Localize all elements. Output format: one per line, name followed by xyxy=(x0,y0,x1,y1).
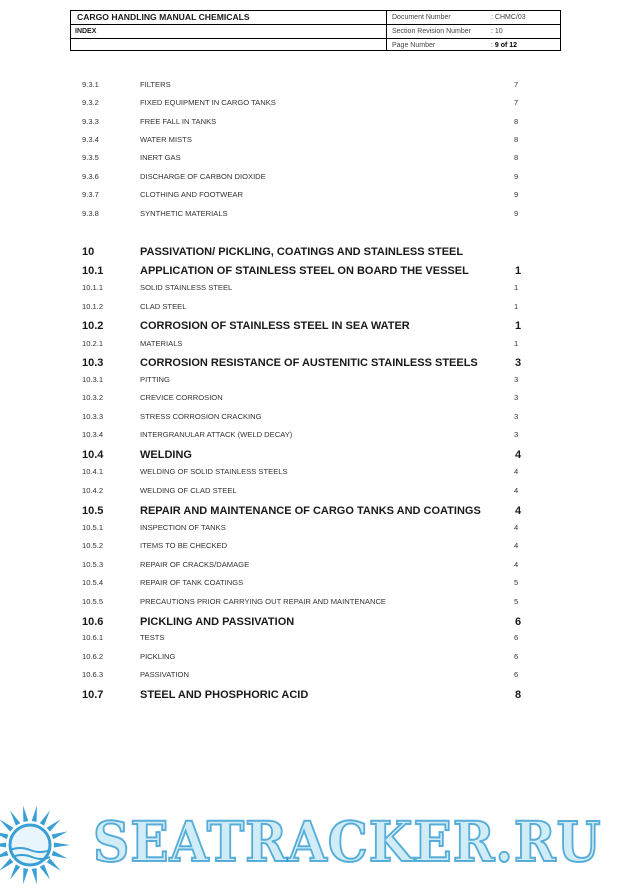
toc-title: WELDING OF SOLID STAINLESS STEELS xyxy=(140,467,288,476)
toc-title: PRECAUTIONS PRIOR CARRYING OUT REPAIR AND MAINTENANCE xyxy=(140,597,386,606)
toc-page: 1 xyxy=(514,283,519,292)
page-number-row xyxy=(387,39,560,52)
sun-ray xyxy=(23,806,28,822)
toc-num: 10.7 xyxy=(82,689,104,701)
toc-page: 6 xyxy=(514,652,519,661)
toc-num: 10.2 xyxy=(82,320,104,332)
toc-page: 1 xyxy=(514,302,519,311)
toc-num: 9.3.2 xyxy=(82,98,99,107)
toc-page: 8 xyxy=(514,135,519,144)
revision-value: : 10 xyxy=(491,28,503,35)
toc-title: APPLICATION OF STAINLESS STEEL ON BOARD THE VESSEL xyxy=(140,265,469,277)
manual-title: CARGO HANDLING MANUAL CHEMICALS xyxy=(71,11,386,25)
sun-ray xyxy=(23,868,28,884)
toc-title: SYNTHETIC MATERIALS xyxy=(140,209,228,218)
toc-page: 1 xyxy=(515,320,522,332)
page-number-prefix: : xyxy=(491,42,495,49)
doc-number-row xyxy=(387,11,560,25)
toc-title: CORROSION RESISTANCE OF AUSTENITIC STAINLESS STEELS xyxy=(140,357,478,369)
toc-title: DISCHARGE OF CARBON DIOXIDE xyxy=(140,172,266,181)
toc-title: STRESS CORROSION CRACKING xyxy=(140,412,262,421)
sun-ray xyxy=(52,831,68,839)
toc-num: 10.3 xyxy=(82,357,104,369)
toc-num: 10.5 xyxy=(82,505,104,517)
toc-title: CLAD STEEL xyxy=(140,302,187,311)
toc-num: 10.6.1 xyxy=(82,633,104,642)
toc-page: 6 xyxy=(514,670,519,679)
toc-title: CORROSION OF STAINLESS STEEL IN SEA WATER xyxy=(140,320,410,332)
toc-page: 4 xyxy=(514,467,519,476)
toc-title: FREE FALL IN TANKS xyxy=(140,117,217,126)
sun-ray xyxy=(0,858,13,870)
toc-page: 5 xyxy=(514,597,519,606)
toc-num: 10.1.2 xyxy=(82,302,104,311)
toc-page: 4 xyxy=(514,541,519,550)
toc-title: PASSIVATION/ PICKLING, COATINGS AND STAINLESS STEEL xyxy=(140,246,464,258)
header-empty-cell xyxy=(71,39,386,52)
toc-page: 8 xyxy=(515,689,522,701)
toc-title: FILTERS xyxy=(140,80,171,89)
toc-title: WELDING OF CLAD STEEL xyxy=(140,486,237,495)
document-header xyxy=(70,10,561,51)
toc-page: 8 xyxy=(514,117,519,126)
toc-num: 10.4.2 xyxy=(82,486,104,495)
sun-ray xyxy=(40,864,50,879)
sun-ray xyxy=(10,810,20,825)
toc-num: 10 xyxy=(82,246,95,258)
toc-num: 10.3.2 xyxy=(82,393,104,402)
toc-page: 7 xyxy=(514,80,519,89)
toc-num: 10.6.2 xyxy=(82,652,104,661)
toc-page: 7 xyxy=(514,98,519,107)
toc-title: ITEMS TO BE CHECKED xyxy=(140,541,228,550)
toc-num: 10.6 xyxy=(82,616,104,628)
sun-ray xyxy=(47,819,61,831)
toc-title: CLOTHING AND FOOTWEAR xyxy=(140,190,243,199)
toc-title: STEEL AND PHOSPHORIC ACID xyxy=(140,689,309,701)
doc-number-label: Document Number xyxy=(392,14,451,21)
revision-label: Section Revision Number xyxy=(392,28,471,35)
toc-num: 10.5.2 xyxy=(82,541,104,550)
section-subtitle: INDEX xyxy=(71,25,386,39)
toc-page: 9 xyxy=(514,209,519,218)
toc-page: 3 xyxy=(514,412,519,421)
toc-title: PASSIVATION xyxy=(140,670,189,679)
toc-page: 8 xyxy=(514,153,519,162)
toc-page: 3 xyxy=(514,393,519,402)
toc-page: 5 xyxy=(514,578,519,587)
sun-ray xyxy=(32,806,37,822)
toc-page: 9 xyxy=(514,172,519,181)
toc-num: 10.2.1 xyxy=(82,339,104,348)
toc-num: 9.3.1 xyxy=(82,80,99,89)
toc-num: 10.4 xyxy=(82,449,104,461)
sun-ray xyxy=(0,819,13,831)
page-number-label: Page Number xyxy=(392,42,436,49)
toc-page: 3 xyxy=(514,375,519,384)
toc-num: 9.3.6 xyxy=(82,172,99,181)
toc-num: 10.3.4 xyxy=(82,430,104,439)
toc-num: 9.3.4 xyxy=(82,135,99,144)
toc-title: REPAIR OF CRACKS/DAMAGE xyxy=(140,560,250,569)
sun-ray xyxy=(32,868,37,884)
toc-num: 9.3.7 xyxy=(82,190,99,199)
toc-num: 10.5.3 xyxy=(82,560,104,569)
sun-ray xyxy=(47,858,61,870)
page-number-value xyxy=(491,39,517,52)
toc-title: PICKLING AND PASSIVATION xyxy=(140,616,295,628)
toc-page: 1 xyxy=(515,265,522,277)
sun-ray xyxy=(10,864,20,879)
sun-ray xyxy=(0,842,6,847)
page-number-bold: 9 of 12 xyxy=(494,42,518,49)
toc-page: 4 xyxy=(514,560,519,569)
toc-num: 10.1.1 xyxy=(82,283,104,292)
toc-page: 3 xyxy=(515,357,522,369)
toc-page: 4 xyxy=(515,505,522,517)
toc-title: SOLID STAINLESS STEEL xyxy=(140,283,233,292)
toc-title: INTERGRANULAR ATTACK (WELD DECAY) xyxy=(140,430,293,439)
toc-num: 9.3.5 xyxy=(82,153,99,162)
toc-num: 10.4.1 xyxy=(82,467,104,476)
watermark-text: SEATRACKER.RU xyxy=(93,809,602,874)
toc-num: 10.5.5 xyxy=(82,597,104,606)
sun-ray xyxy=(52,851,68,859)
toc-page: 6 xyxy=(514,633,519,642)
toc-num: 9.3.3 xyxy=(82,117,99,126)
toc-page: 4 xyxy=(514,486,519,495)
toc-num: 9.3.8 xyxy=(82,209,99,218)
header-left-cell xyxy=(71,11,387,50)
toc-page: 3 xyxy=(514,430,519,439)
toc-num: 10.1 xyxy=(82,265,104,277)
toc-page: 4 xyxy=(515,449,522,461)
toc-title: FIXED EQUIPMENT IN CARGO TANKS xyxy=(140,98,276,107)
toc-num: 10.5.4 xyxy=(82,578,104,587)
toc-title: PICKLING xyxy=(140,652,176,661)
toc-title: WATER MISTS xyxy=(140,135,192,144)
revision-row xyxy=(387,25,560,39)
toc-page: 1 xyxy=(514,339,519,348)
toc-title: PITTING xyxy=(140,375,170,384)
header-right-cell xyxy=(387,11,560,50)
toc-title: CREVICE CORROSION xyxy=(140,393,223,402)
toc-title: INERT GAS xyxy=(140,153,181,162)
toc-title: TESTS xyxy=(140,633,165,642)
sun-ray xyxy=(40,810,50,825)
toc-num: 10.5.1 xyxy=(82,523,104,532)
sun-ray xyxy=(0,851,8,859)
sun-ray xyxy=(0,831,8,839)
toc-num: 10.3.3 xyxy=(82,412,104,421)
toc-title: REPAIR OF TANK COATINGS xyxy=(140,578,244,587)
doc-number-value: : CHMC/03 xyxy=(491,14,526,21)
toc-num: 10.3.1 xyxy=(82,375,104,384)
toc-page: 6 xyxy=(515,616,522,628)
toc-page: 4 xyxy=(514,523,519,532)
toc-page: 9 xyxy=(514,190,519,199)
toc-title: INSPECTION OF TANKS xyxy=(140,523,226,532)
toc-title: MATERIALS xyxy=(140,339,183,348)
sun-ray xyxy=(54,842,70,847)
toc-title: WELDING xyxy=(140,449,192,461)
toc-num: 10.6.3 xyxy=(82,670,104,679)
toc-title: REPAIR AND MAINTENANCE OF CARGO TANKS AND COATINGS xyxy=(140,505,481,517)
